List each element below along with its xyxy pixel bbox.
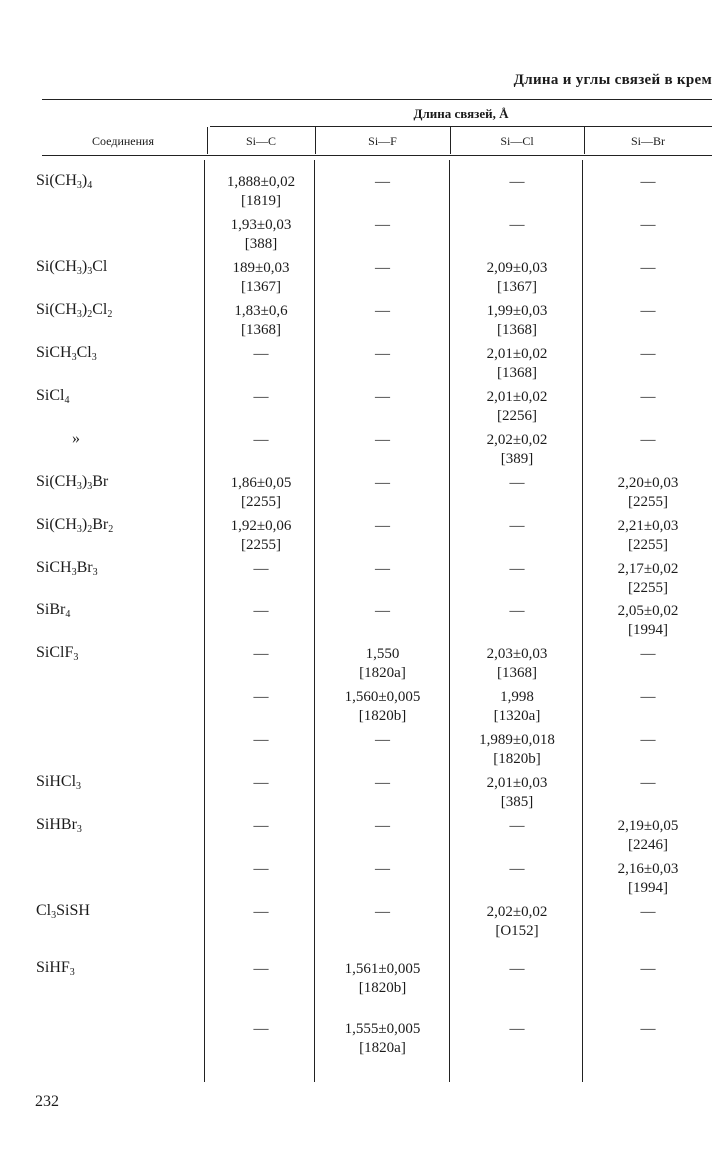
column-divider: [449, 160, 450, 1082]
empty-cell-dash: —: [640, 961, 656, 977]
empty-cell-dash: —: [509, 861, 525, 877]
empty-cell-dash: —: [375, 389, 390, 405]
empty-cell-dash: —: [640, 904, 656, 920]
bond-length-cell: 1,561±0,005 [1820b]: [344, 961, 421, 996]
compound-name: $Si(CH_3)_4$: [36, 172, 93, 191]
empty-cell-dash: —: [509, 561, 525, 577]
column-divider: [582, 160, 583, 1082]
column-divider: [204, 160, 205, 1082]
bond-length-cell: 1,888±0,02 [1819]: [226, 174, 296, 209]
bond-length-cell: 2,05±0,02 [1994]: [617, 603, 679, 638]
compound-name: $Si(CH_3)_3Cl$: [36, 258, 108, 277]
bond-length-cell: 1,989±0,018 [1820b]: [479, 732, 555, 767]
compound-name: $SiCH_3Br_3$: [36, 559, 98, 578]
compound-name: SiHF$_3$: [36, 959, 75, 978]
compound-name: $Si(CH_3)_2Cl_2$: [36, 301, 113, 320]
compound-name: $Si(CH_3)_2Br_2$: [36, 516, 114, 535]
empty-cell-dash: —: [509, 603, 525, 619]
empty-cell-dash: —: [640, 432, 656, 448]
empty-cell-dash: —: [640, 1021, 656, 1037]
empty-cell-dash: —: [640, 217, 656, 233]
bond-length-cell: 1,86±0,05 [2255]: [230, 475, 292, 510]
compound-name: »: [72, 430, 80, 447]
table-supertitle: Длина связей, Å: [413, 106, 509, 121]
empty-cell-dash: —: [253, 818, 269, 834]
empty-cell-dash: —: [253, 689, 269, 705]
table-top-rule: [42, 99, 712, 100]
bond-length-cell: 2,16±0,03 [1994]: [617, 861, 679, 896]
empty-cell-dash: —: [253, 775, 269, 791]
compound-name: SiBr$_4$: [36, 601, 71, 620]
empty-cell-dash: —: [253, 1021, 269, 1037]
empty-cell-dash: —: [375, 432, 390, 448]
page-number: 232: [35, 1093, 59, 1110]
empty-cell-dash: —: [375, 518, 390, 534]
empty-cell-dash: —: [640, 689, 656, 705]
header-rule: [42, 155, 712, 156]
empty-cell-dash: —: [640, 346, 656, 362]
bond-length-cell: 2,17±0,02 [2255]: [617, 561, 679, 596]
empty-cell-dash: —: [375, 904, 390, 920]
bond-length-cell: 1,555±0,005 [1820a]: [344, 1021, 421, 1056]
empty-cell-dash: —: [640, 174, 656, 190]
bond-length-cell: 1,92±0,06 [2255]: [230, 518, 292, 553]
bond-length-cell: 2,19±0,05 [2246]: [617, 818, 679, 853]
bond-length-cell: 2,09±0,03 [1367]: [486, 260, 548, 295]
empty-cell-dash: —: [253, 346, 269, 362]
bond-length-cell: 2,21±0,03 [2255]: [617, 518, 679, 553]
bond-length-cell: 2,03±0,03 [1368]: [486, 646, 548, 681]
column-header-si-f: Si—F: [368, 134, 397, 148]
empty-cell-dash: —: [375, 303, 390, 319]
empty-cell-dash: —: [375, 861, 390, 877]
column-header-si-br: Si—Br: [630, 134, 665, 148]
empty-cell-dash: —: [640, 260, 656, 276]
empty-cell-dash: —: [375, 174, 390, 190]
empty-cell-dash: —: [375, 603, 390, 619]
bond-length-cell: 2,20±0,03 [2255]: [617, 475, 679, 510]
empty-cell-dash: —: [509, 1021, 525, 1037]
column-header-compound: Соединения: [92, 134, 154, 148]
empty-cell-dash: —: [253, 432, 269, 448]
running-head: Длина и углы связей в крем: [513, 72, 712, 88]
empty-cell-dash: —: [509, 518, 525, 534]
empty-cell-dash: —: [375, 475, 390, 491]
bond-length-cell: 1,83±0,6 [1368]: [234, 303, 288, 338]
bond-length-cell: 1,99±0,03 [1368]: [486, 303, 548, 338]
empty-cell-dash: —: [640, 646, 656, 662]
empty-cell-dash: —: [509, 475, 525, 491]
empty-cell-dash: —: [509, 818, 525, 834]
bond-length-cell: 2,01±0,02 [2256]: [486, 389, 548, 424]
empty-cell-dash: —: [640, 775, 656, 791]
bond-length-cell: 1,93±0,03 [388]: [230, 217, 292, 252]
compound-name: SiClF$_3$: [36, 644, 79, 663]
compound-name: SiHCl$_3$: [36, 773, 82, 792]
empty-cell-dash: —: [253, 603, 269, 619]
bond-length-cell: 2,02±0,02 [389]: [486, 432, 548, 467]
empty-cell-dash: —: [640, 732, 656, 748]
column-divider: [314, 160, 315, 1082]
bond-length-cell: 1,560±0,005 [1820b]: [344, 689, 421, 724]
compound-name: $SiCH_3Cl_3$: [36, 344, 97, 363]
bond-length-cell: 2,01±0,03 [385]: [486, 775, 548, 810]
empty-cell-dash: —: [375, 732, 390, 748]
empty-cell-dash: —: [375, 561, 390, 577]
empty-cell-dash: —: [640, 303, 656, 319]
compound-name: SiHBr$_3$: [36, 816, 82, 835]
empty-cell-dash: —: [253, 389, 269, 405]
compound-name: $Si(CH_3)_3Br$: [36, 473, 109, 492]
bond-length-cell: 189±0,03 [1367]: [232, 260, 290, 295]
supertitle-rule: [210, 126, 712, 127]
empty-cell-dash: —: [375, 775, 390, 791]
column-header-si-c: Si—C: [245, 134, 276, 148]
empty-cell-dash: —: [253, 732, 269, 748]
empty-cell-dash: —: [640, 389, 656, 405]
compound-name: $Cl_3SiSH$: [36, 902, 90, 921]
bond-length-cell: 2,02±0,02 [O152]: [486, 904, 548, 939]
empty-cell-dash: —: [375, 818, 390, 834]
empty-cell-dash: —: [509, 217, 525, 233]
empty-cell-dash: —: [253, 904, 269, 920]
empty-cell-dash: —: [375, 346, 390, 362]
empty-cell-dash: —: [253, 961, 269, 977]
empty-cell-dash: —: [375, 217, 390, 233]
bond-length-cell: 2,01±0,02 [1368]: [486, 346, 548, 381]
empty-cell-dash: —: [509, 174, 525, 190]
bond-length-cell: 1,550 [1820a]: [359, 646, 406, 681]
empty-cell-dash: —: [253, 646, 269, 662]
empty-cell-dash: —: [509, 961, 525, 977]
empty-cell-dash: —: [253, 861, 269, 877]
compound-name: SiCl$_4$: [36, 387, 70, 406]
bond-length-cell: 1,998 [1320a]: [493, 689, 541, 724]
column-header-si-cl: Si—Cl: [500, 134, 534, 148]
empty-cell-dash: —: [375, 260, 390, 276]
empty-cell-dash: —: [253, 561, 269, 577]
